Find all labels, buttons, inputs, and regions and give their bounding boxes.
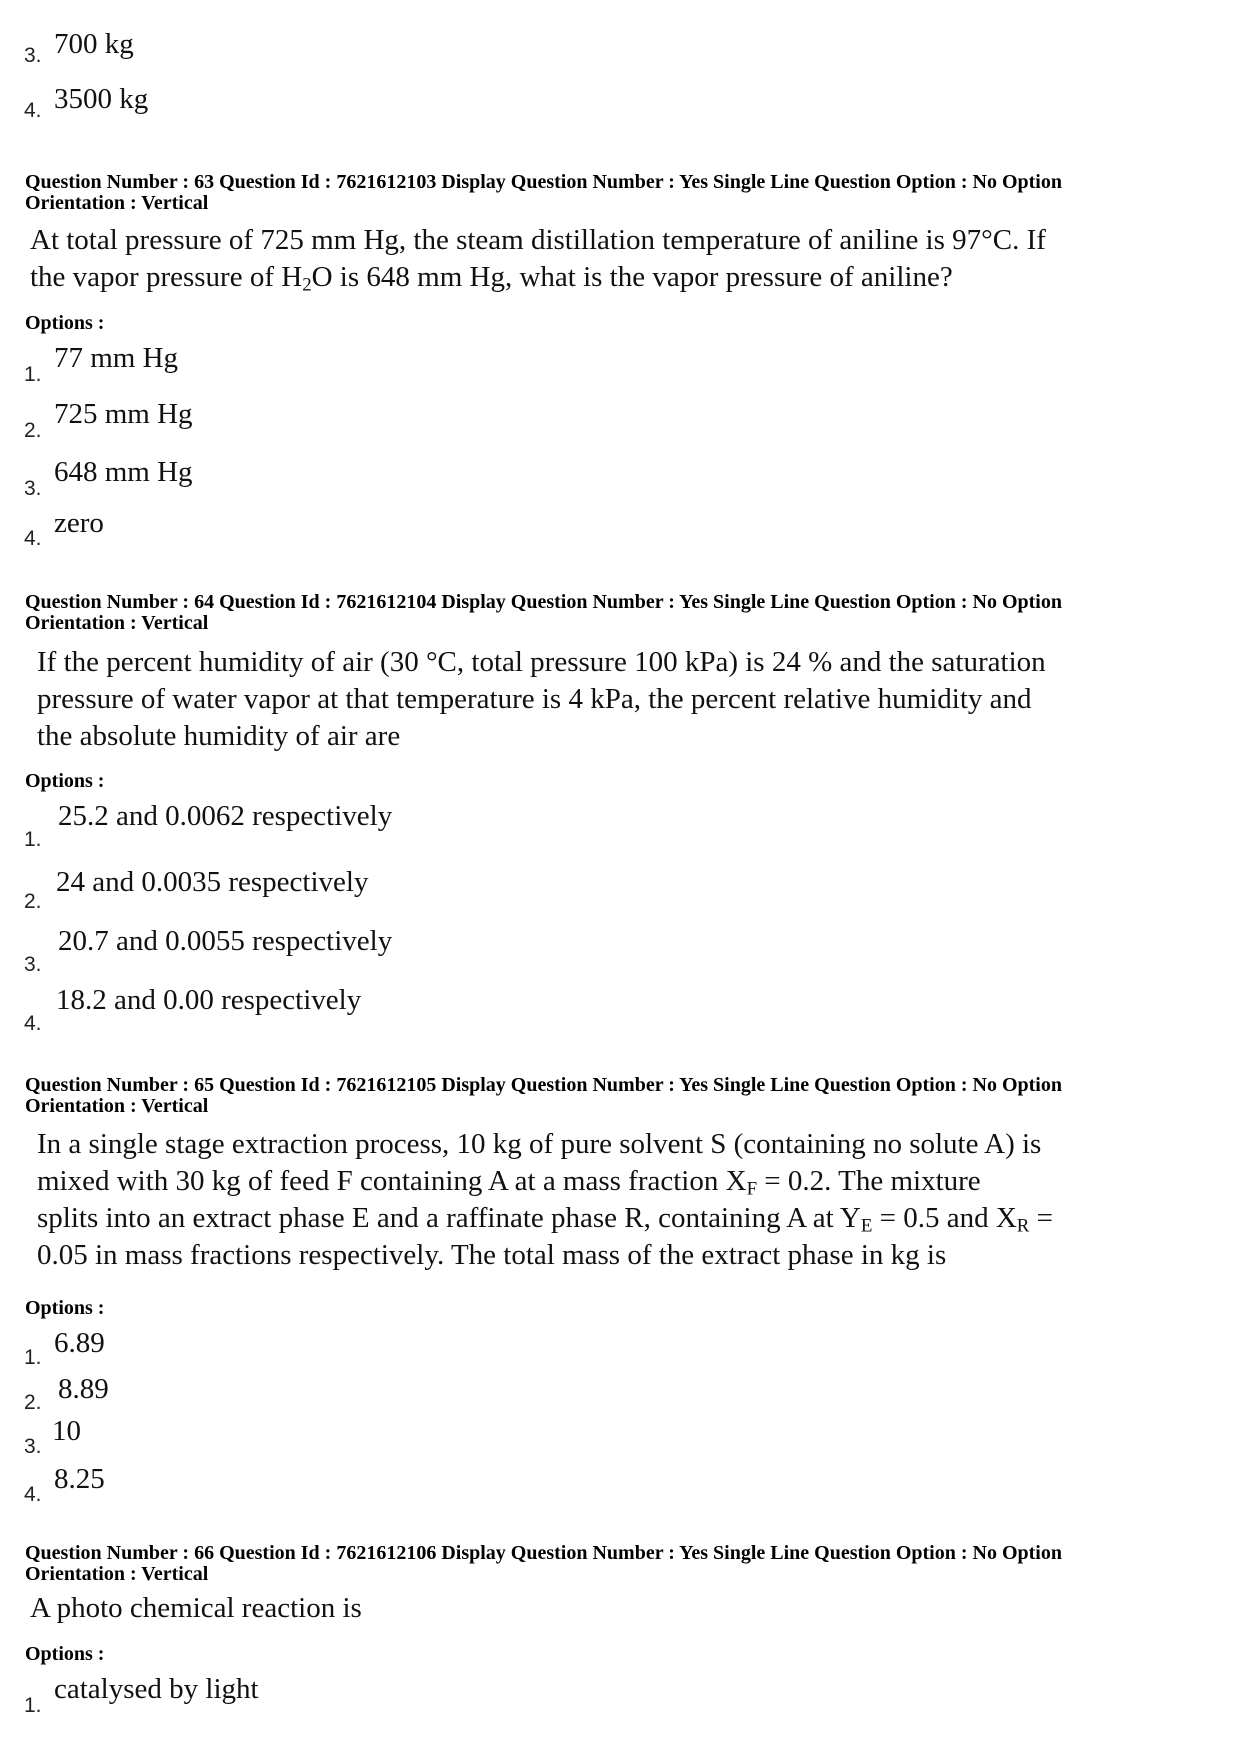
question-line: 0.05 in mass fractions respectively. The total mass of the extract phase in kg is [37, 1239, 947, 1271]
question-line: A photo chemical reaction is [30, 1592, 362, 1624]
question-66-metadata [25, 1543, 1205, 1585]
option-number: 4. [24, 1012, 42, 1035]
option-text: 8.89 [58, 1373, 109, 1405]
option-text: 3500 kg [54, 83, 149, 115]
metadata-line: Question Number : 63 Question Id : 7621612103 Display Question Number : Yes Single Line Question Option : No Option [25, 171, 1062, 193]
option-text: 18.2 and 0.00 respectively [56, 984, 362, 1016]
metadata-line: Orientation : Vertical [25, 612, 209, 634]
option-text: 8.25 [54, 1463, 105, 1495]
question-line: At total pressure of 725 mm Hg, the steam distillation temperature of aniline is 97°C. If [30, 224, 1046, 256]
question-65-text [37, 1126, 1053, 1274]
option-text: 20.7 and 0.0055 respectively [58, 925, 393, 957]
question-line: the vapor pressure of $H_2O$ is 648 mm Hg, what is the vapor pressure of aniline? [30, 261, 953, 296]
question-line: the absolute humidity of air are [37, 720, 401, 752]
option-number: 4. [24, 527, 42, 550]
metadata-line: Question Number : 65 Question Id : 7621612105 Display Question Number : Yes Single Line Question Option : No Option [25, 1074, 1062, 1096]
options-label: Options : [25, 1643, 105, 1665]
option-number: 1. [24, 1694, 42, 1717]
option-text: zero [54, 507, 104, 539]
question-line: pressure of water vapor at that temperature is 4 kPa, the percent relative humidity and [37, 683, 1032, 715]
option-text: 77 mm Hg [54, 342, 179, 374]
option-text: 700 kg [54, 28, 134, 60]
option-number: 1. [24, 1346, 42, 1369]
question-64-text [37, 644, 1046, 755]
option-number: 4. [24, 99, 42, 122]
metadata-line: Orientation : Vertical [25, 1563, 209, 1585]
options-label: Options : [25, 770, 105, 792]
option-number: 1. [24, 828, 42, 851]
question-63-text [30, 222, 1046, 296]
question-65-metadata [25, 1075, 1205, 1117]
question-line: mixed with 30 kg of feed F containing A at a mass fraction $X_F = 0.2$. The mixture [37, 1165, 981, 1200]
option-number: 2. [24, 419, 42, 442]
question-63-metadata [25, 172, 1205, 214]
option-text: catalysed by light [54, 1673, 259, 1705]
options-label: Options : [25, 312, 105, 334]
question-line: splits into an extract phase E and a raffinate phase R, containing A at $Y_E = 0.5$ and $X_R$ = [37, 1202, 1053, 1237]
option-text: 24 and 0.0035 respectively [56, 866, 369, 898]
option-text: 6.89 [54, 1327, 105, 1359]
option-number: 2. [24, 890, 42, 913]
option-number: 3. [24, 1435, 42, 1458]
option-text: 725 mm Hg [54, 398, 193, 430]
question-66-text [30, 1590, 362, 1627]
question-64-metadata [25, 592, 1205, 634]
question-line: If the percent humidity of air (30 °C, total pressure 100 kPa) is 24 % and the saturation [37, 646, 1046, 678]
option-number: 1. [24, 363, 42, 386]
option-number: 3. [24, 477, 42, 500]
option-text: 648 mm Hg [54, 456, 193, 488]
option-number: 4. [24, 1483, 42, 1506]
options-label: Options : [25, 1297, 105, 1319]
question-line: In a single stage extraction process, 10 kg of pure solvent S (containing no solute A) is [37, 1128, 1042, 1160]
option-text: 25.2 and 0.0062 respectively [58, 800, 393, 832]
option-number: 3. [24, 953, 42, 976]
metadata-line: Question Number : 66 Question Id : 7621612106 Display Question Number : Yes Single Line Question Option : No Option [25, 1542, 1062, 1564]
option-number: 3. [24, 44, 42, 67]
metadata-line: Orientation : Vertical [25, 192, 209, 214]
option-number: 2. [24, 1391, 42, 1414]
metadata-line: Question Number : 64 Question Id : 7621612104 Display Question Number : Yes Single Line Question Option : No Option [25, 591, 1062, 613]
metadata-line: Orientation : Vertical [25, 1095, 209, 1117]
option-text: 10 [52, 1415, 81, 1447]
